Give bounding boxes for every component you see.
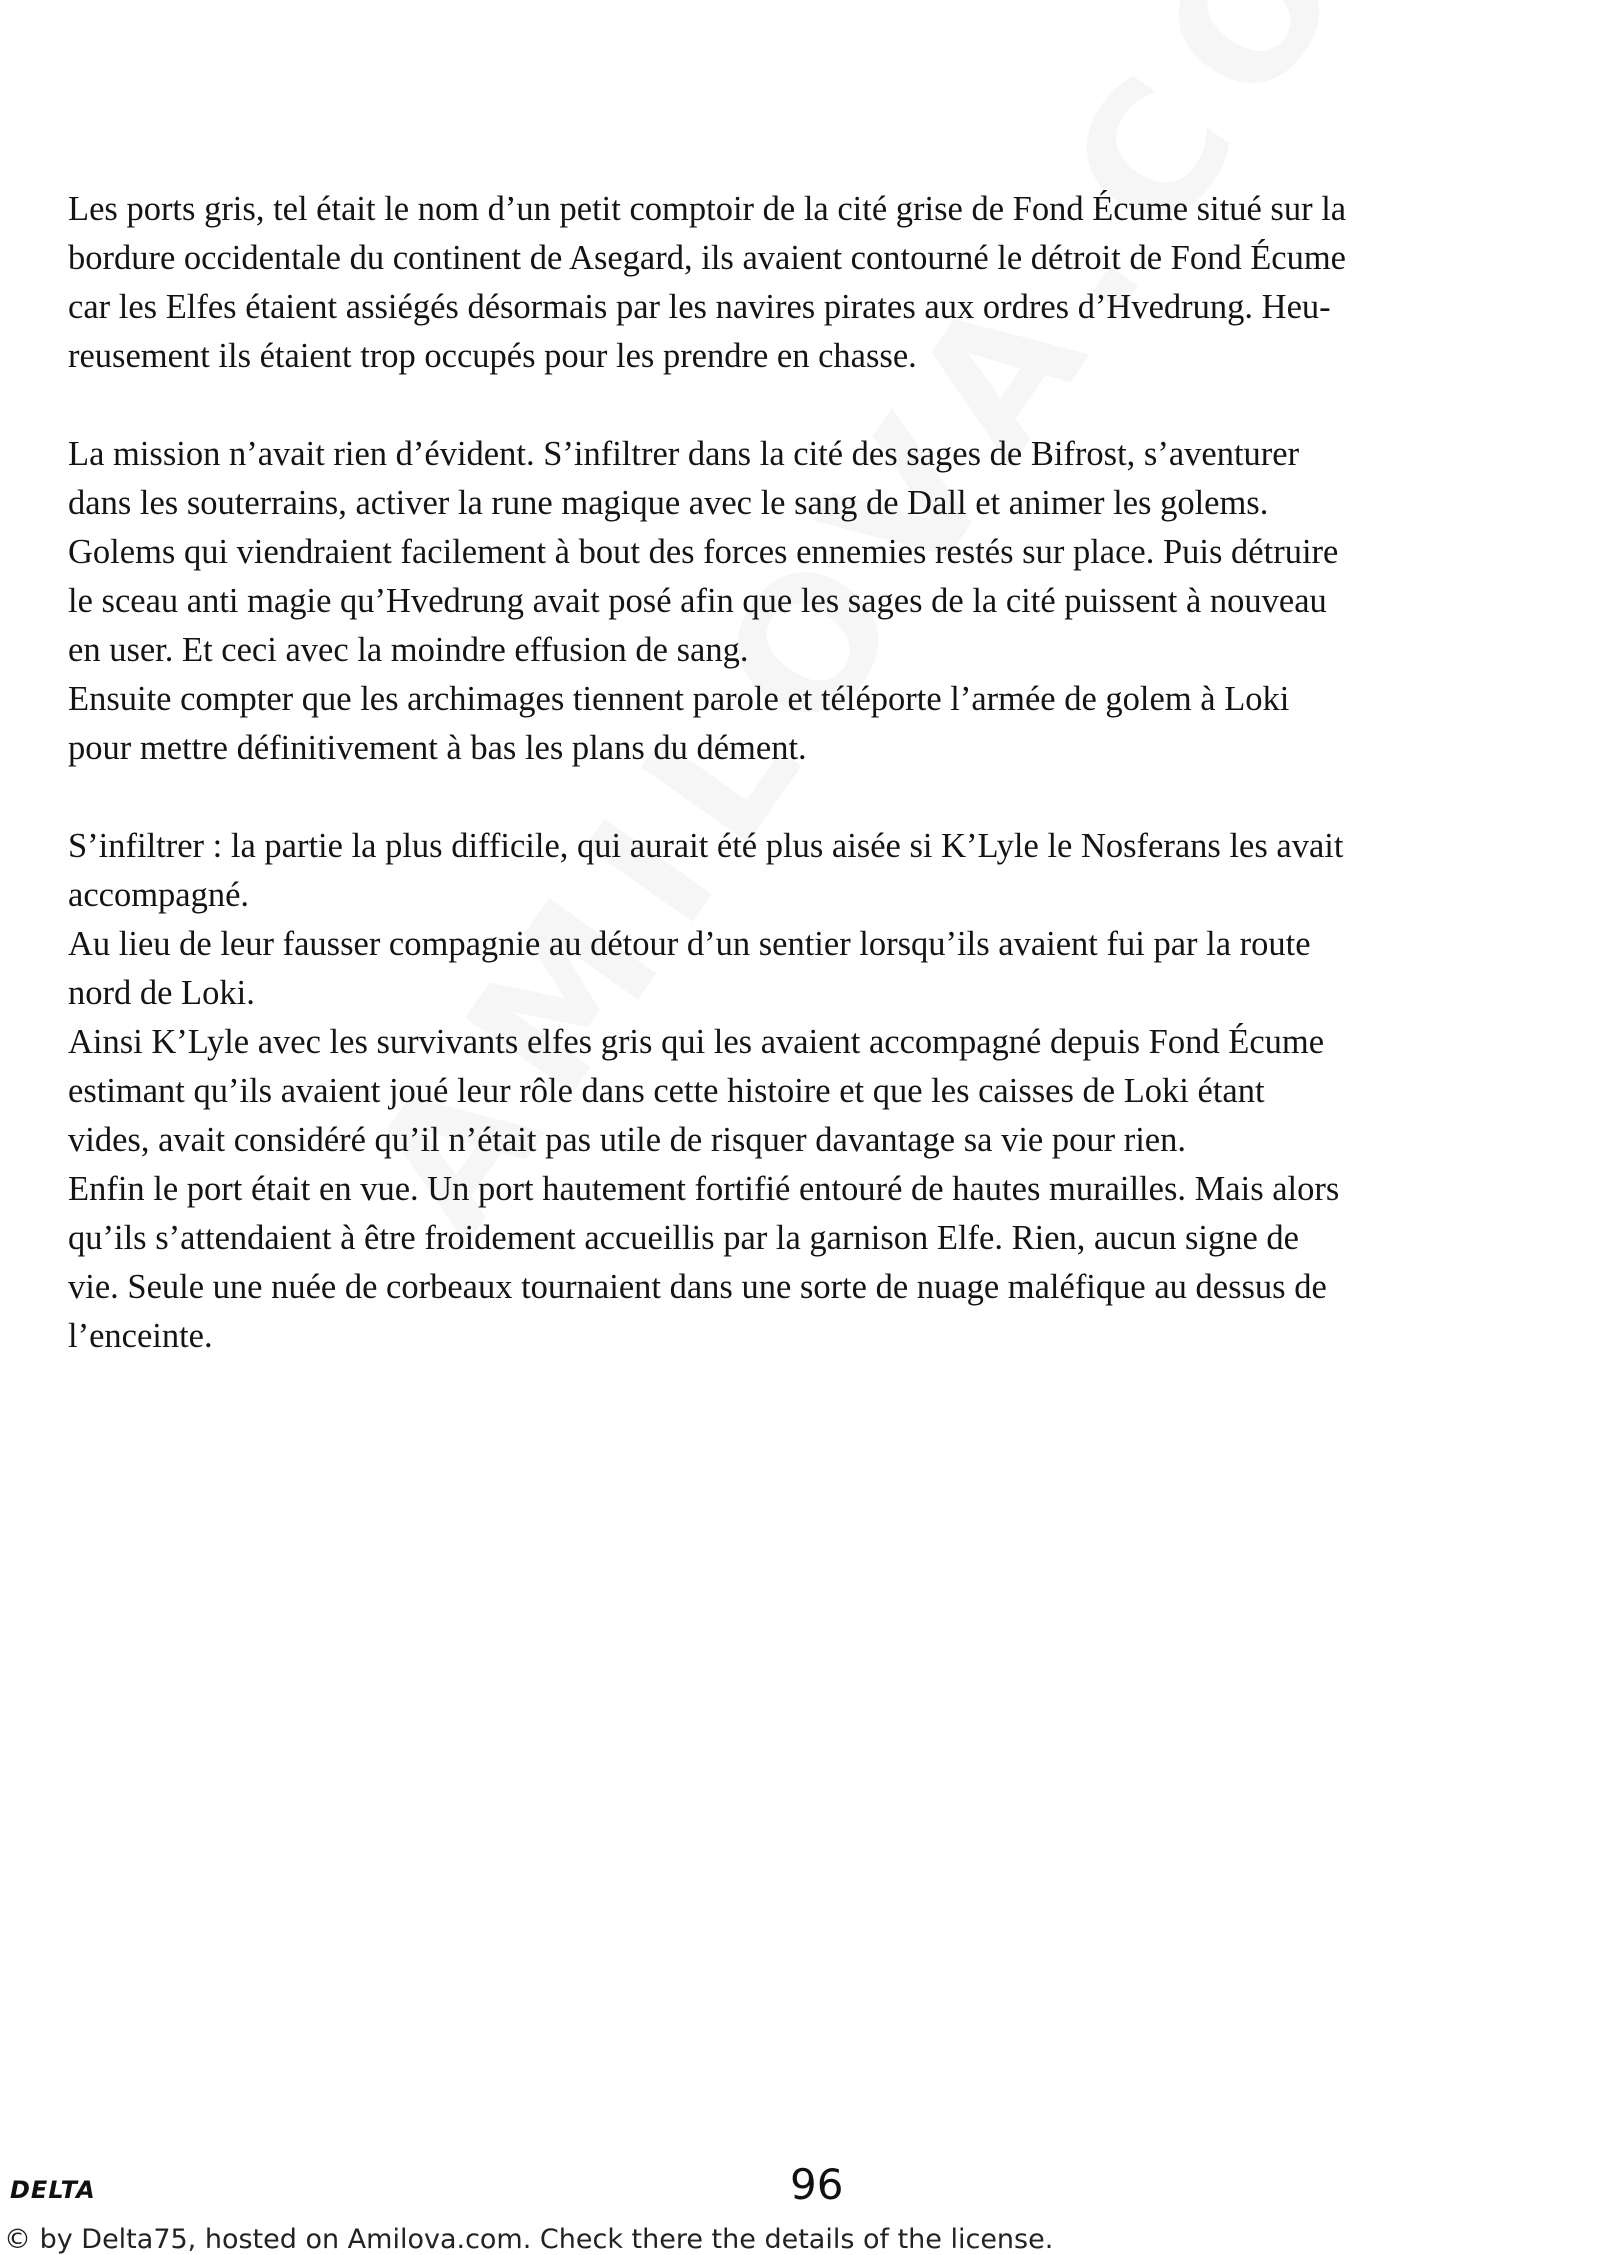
text-line: qu’ils s’attendaient à être froidement accueillis par la garnison Elfe. Rien, aucun signe de	[68, 1219, 1299, 1257]
text-line: Enfin le port était en vue. Un port hautement fortifié entouré de hautes murailles. Mais alors	[68, 1170, 1340, 1208]
text-line: dans les souterrains, activer la rune magique avec le sang de Dall et animer les golems.	[68, 484, 1269, 522]
text-line: Golems qui viendraient facilement à bout des forces ennemies restés sur place. Puis détruire	[68, 533, 1339, 571]
text-line: vie. Seule une nuée de corbeaux tournaient dans une sorte de nuage maléfique au dessus de	[68, 1268, 1327, 1306]
text-line: le sceau anti magie qu’Hvedrung avait posé afin que les sages de la cité puissent à nouveau	[68, 582, 1327, 620]
paragraph-gap	[68, 773, 1588, 822]
text-line: en user. Et ceci avec la moindre effusion de sang.	[68, 631, 749, 669]
text-line: Ensuite compter que les archimages tiennent parole et téléporte l’armée de golem à Loki	[68, 680, 1290, 718]
text-line: reusement ils étaient trop occupés pour les prendre en chasse.	[68, 337, 917, 375]
paragraph-2	[68, 430, 1588, 773]
text-line: Au lieu de leur fausser compagnie au détour d’un sentier lorsqu’ils avaient fui par la route	[68, 925, 1311, 963]
license-notice: © by Delta75, hosted on Amilova.com. Check there the details of the license.	[4, 2224, 1054, 2255]
text-line: estimant qu’ils avaient joué leur rôle dans cette histoire et que les caisses de Loki étant	[68, 1072, 1265, 1110]
text-line: l’enceinte.	[68, 1317, 213, 1355]
paragraph-1	[68, 185, 1588, 381]
text-line: S’infiltrer : la partie la plus difficile, qui aurait été plus aisée si K’Lyle le Nosferans les avait	[68, 827, 1344, 865]
text-line: nord de Loki.	[68, 974, 255, 1012]
text-line: bordure occidentale du continent de Asegard, ils avaient contourné le détroit de Fond Écume	[68, 239, 1346, 277]
text-line: accompagné.	[68, 876, 250, 914]
text-line: Ainsi K’Lyle avec les survivants elfes gris qui les avaient accompagné depuis Fond Écume	[68, 1023, 1325, 1061]
text-line: vides, avait considéré qu’il n’était pas utile de risquer davantage sa vie pour rien.	[68, 1121, 1186, 1159]
text-line: pour mettre définitivement à bas les plans du dément.	[68, 729, 807, 767]
paragraph-gap	[68, 381, 1588, 430]
page-number: 96	[790, 2160, 844, 2209]
text-line: Les ports gris, tel était le nom d’un petit comptoir de la cité grise de Fond Écume situé sur la	[68, 190, 1347, 228]
text-line: La mission n’avait rien d’évident. S’infiltrer dans la cité des sages de Bifrost, s’aventurer	[68, 435, 1300, 473]
delta-logo: DELTA	[10, 2176, 96, 2204]
page-text	[68, 185, 1588, 1361]
paragraph-3	[68, 822, 1588, 1361]
text-line: car les Elfes étaient assiégés désormais par les navires pirates aux ordres d’Hvedrung. Heu-	[68, 288, 1331, 326]
